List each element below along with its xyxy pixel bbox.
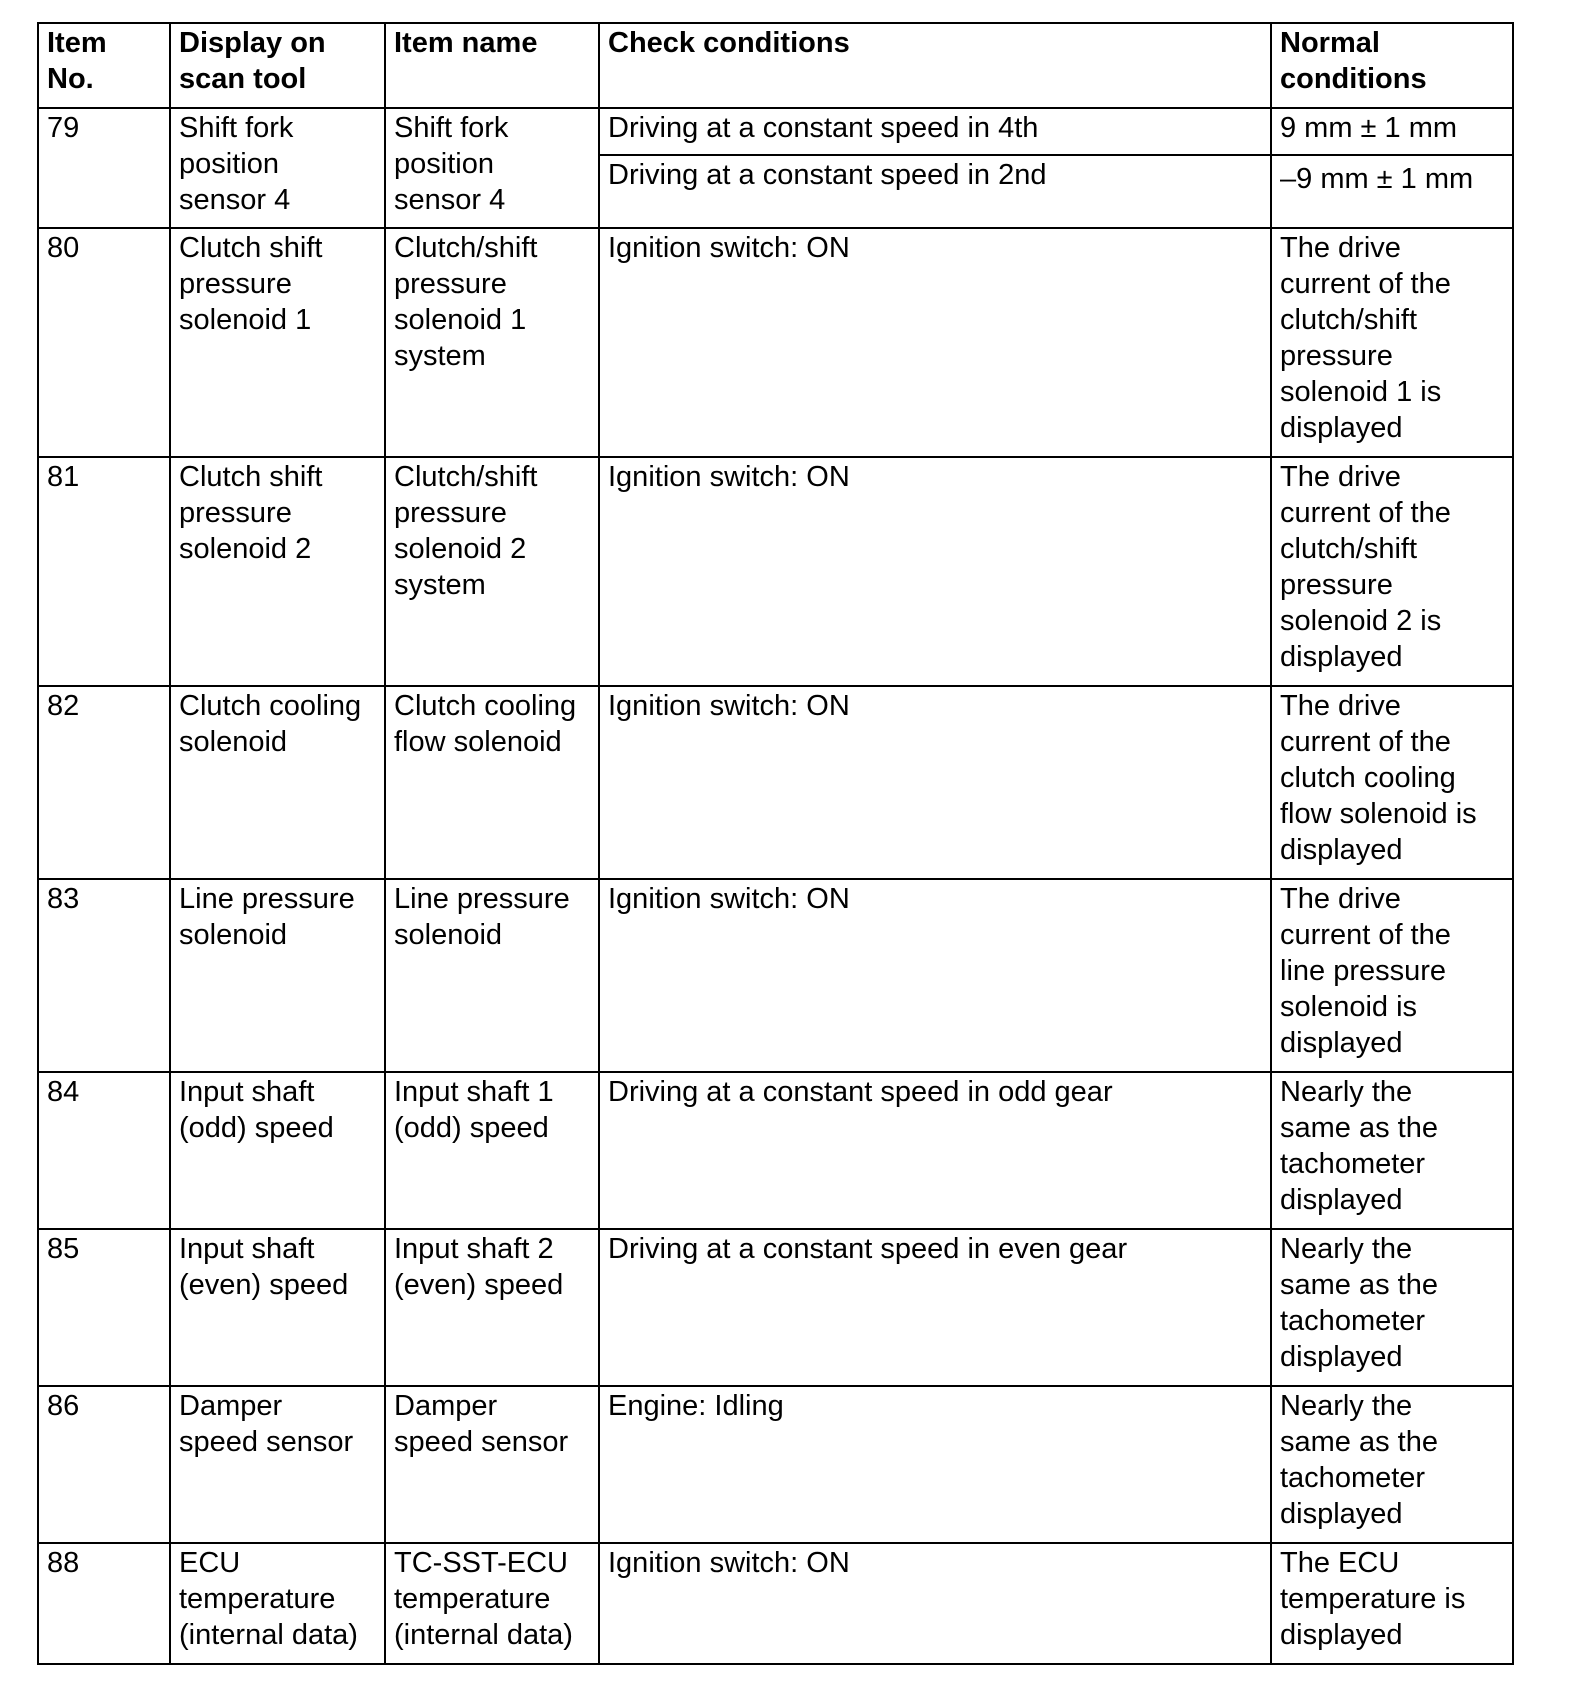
header-row xyxy=(38,23,1513,108)
table-row-85 xyxy=(38,1229,1513,1386)
display-cell: Input shaft (odd) speed xyxy=(170,1072,385,1229)
item-name-cell: Damper speed sensor xyxy=(385,1386,599,1543)
item-name-cell: Clutch/shift pressure solenoid 1 system xyxy=(385,228,599,457)
header-normal-conditions: Normal conditions xyxy=(1271,23,1513,108)
normal-conditions-cell: Nearly the same as the tachometer displayed xyxy=(1271,1072,1513,1229)
item-name-cell: Clutch/shift pressure solenoid 2 system xyxy=(385,457,599,686)
item-no-cell: 80 xyxy=(38,228,170,457)
normal-conditions-cell: 9 mm ± 1 mm xyxy=(1271,108,1513,155)
display-cell: Clutch shift pressure solenoid 1 xyxy=(170,228,385,457)
table-row-88 xyxy=(38,1543,1513,1664)
header-item-no: Item No. xyxy=(38,23,170,108)
check-conditions-cell: Ignition switch: ON xyxy=(599,1543,1271,1664)
item-no-cell: 88 xyxy=(38,1543,170,1664)
normal-conditions-cell: The drive current of the clutch/shift pressure solenoid 2 is displayed xyxy=(1271,457,1513,686)
header-display-on-scan-tool: Display on scan tool xyxy=(170,23,385,108)
normal-conditions-cell: Nearly the same as the tachometer displayed xyxy=(1271,1386,1513,1543)
display-cell: Shift fork position sensor 4 xyxy=(170,108,385,228)
item-name-cell: TC-SST-ECU temperature (internal data) xyxy=(385,1543,599,1664)
item-no-cell: 82 xyxy=(38,686,170,879)
normal-conditions-cell: The drive current of the line pressure solenoid is displayed xyxy=(1271,879,1513,1072)
table-row-81 xyxy=(38,457,1513,686)
check-conditions-cell: Ignition switch: ON xyxy=(599,457,1271,686)
item-no-cell: 85 xyxy=(38,1229,170,1386)
check-conditions-cell: Ignition switch: ON xyxy=(599,879,1271,1072)
header-check-conditions: Check conditions xyxy=(599,23,1271,108)
display-cell: Line pressure solenoid xyxy=(170,879,385,1072)
table-row-83 xyxy=(38,879,1513,1072)
item-no-cell: 84 xyxy=(38,1072,170,1229)
item-no-cell: 81 xyxy=(38,457,170,686)
table-row-79 xyxy=(38,108,1513,155)
item-name-cell: Clutch cooling flow solenoid xyxy=(385,686,599,879)
display-cell: Input shaft (even) speed xyxy=(170,1229,385,1386)
item-name-cell: Input shaft 2 (even) speed xyxy=(385,1229,599,1386)
item-name-cell: Input shaft 1 (odd) speed xyxy=(385,1072,599,1229)
item-name-cell: Shift fork position sensor 4 xyxy=(385,108,599,228)
normal-conditions-cell: The ECU temperature is displayed xyxy=(1271,1543,1513,1664)
table-row-82 xyxy=(38,686,1513,879)
check-conditions-cell: Ignition switch: ON xyxy=(599,686,1271,879)
normal-conditions-cell: Nearly the same as the tachometer displayed xyxy=(1271,1229,1513,1386)
check-conditions-cell: Driving at a constant speed in even gear xyxy=(599,1229,1271,1386)
display-cell: Clutch shift pressure solenoid 2 xyxy=(170,457,385,686)
item-no-cell: 86 xyxy=(38,1386,170,1543)
display-cell: Clutch cooling solenoid xyxy=(170,686,385,879)
check-conditions-cell: Engine: Idling xyxy=(599,1386,1271,1543)
scan-tool-data-table xyxy=(37,22,1514,1665)
item-no-cell: 83 xyxy=(38,879,170,1072)
item-no-cell: 79 xyxy=(38,108,170,228)
normal-conditions-cell: The drive current of the clutch cooling flow solenoid is displayed xyxy=(1271,686,1513,879)
item-name-cell: Line pressure solenoid xyxy=(385,879,599,1072)
check-conditions-cell: Driving at a constant speed in odd gear xyxy=(599,1072,1271,1229)
table-row-80 xyxy=(38,228,1513,457)
table-row-86 xyxy=(38,1386,1513,1543)
normal-conditions-cell: –9 mm ± 1 mm xyxy=(1271,155,1513,228)
check-conditions-cell: Ignition switch: ON xyxy=(599,228,1271,457)
display-cell: Damper speed sensor xyxy=(170,1386,385,1543)
table-row-84 xyxy=(38,1072,1513,1229)
check-conditions-cell: Driving at a constant speed in 4th xyxy=(599,108,1271,155)
header-item-name: Item name xyxy=(385,23,599,108)
display-cell: ECU temperature (internal data) xyxy=(170,1543,385,1664)
check-conditions-cell: Driving at a constant speed in 2nd xyxy=(599,155,1271,228)
normal-conditions-cell: The drive current of the clutch/shift pressure solenoid 1 is displayed xyxy=(1271,228,1513,457)
